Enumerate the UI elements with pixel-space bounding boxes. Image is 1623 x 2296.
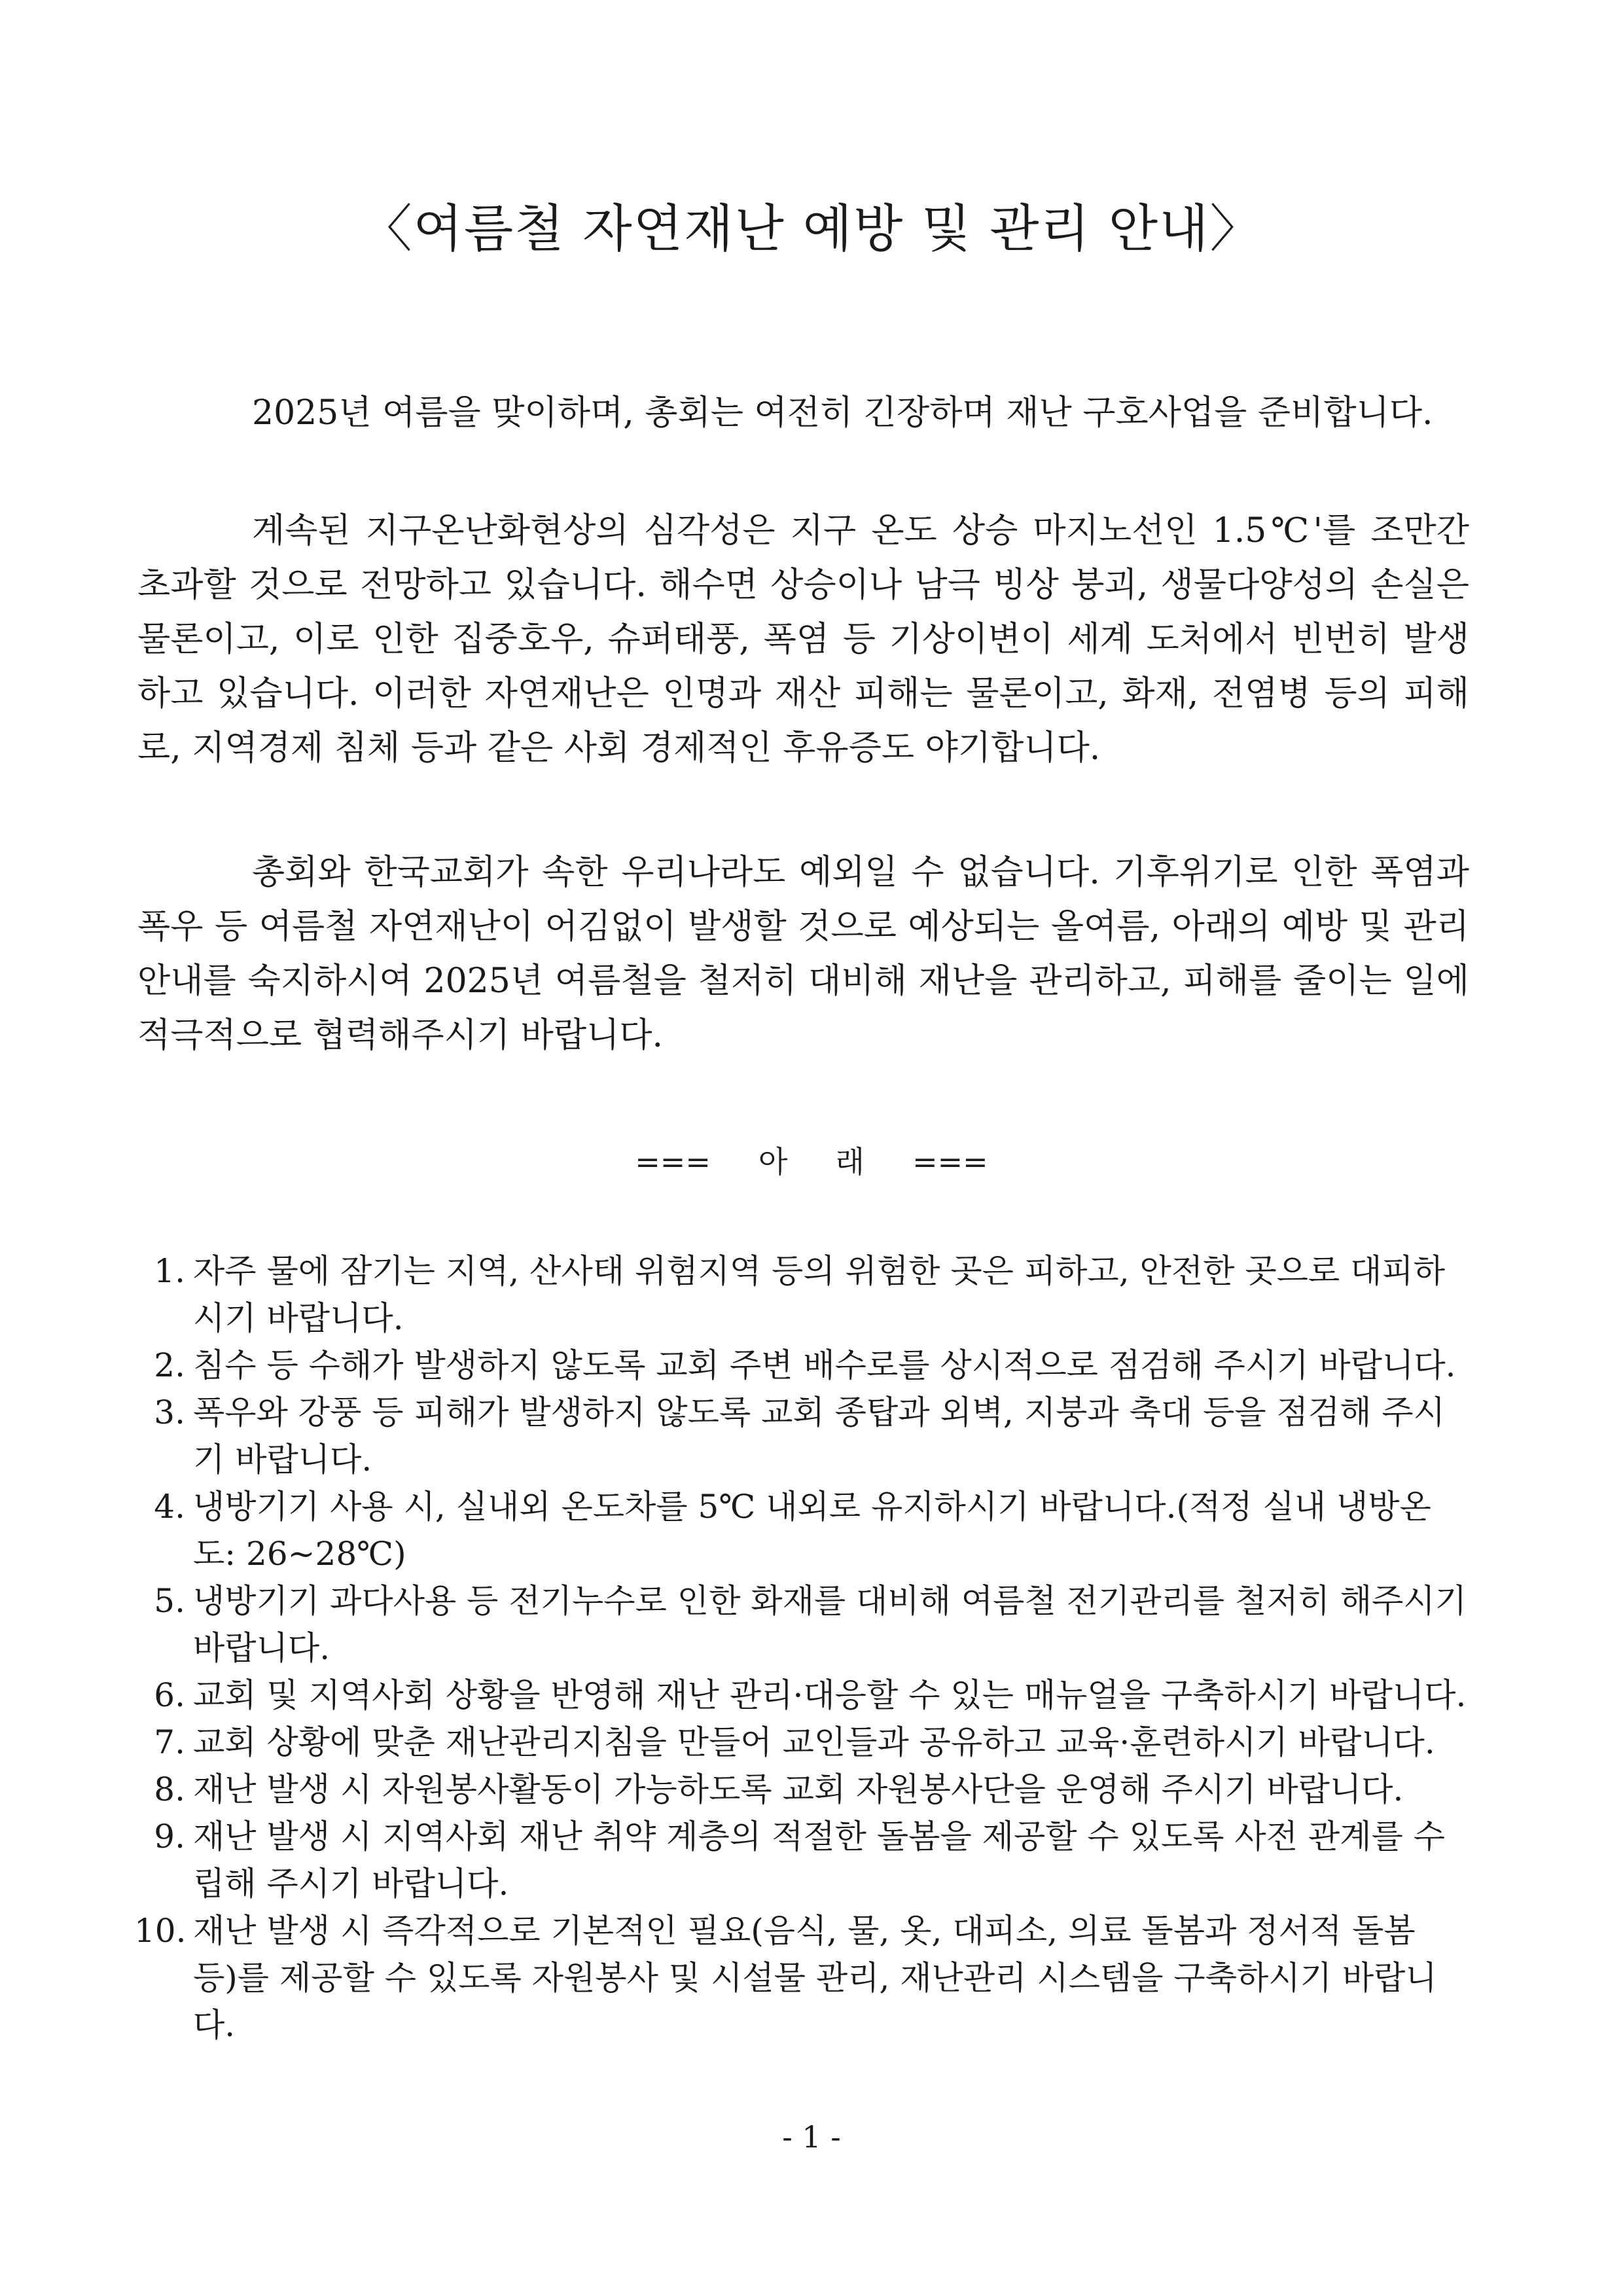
list-item-number: 1. [154, 1252, 185, 1290]
list-item-number: 4. [154, 1488, 185, 1526]
list-item-text: 냉방기기 과다사용 등 전기누수로 인한 화재를 대비해 여름철 전기관리를 철저히 해주시기 바랍니다. [193, 1582, 1467, 1667]
list-item-number: 10. [134, 1912, 187, 1950]
list-item-number: 3. [154, 1393, 185, 1431]
list-item-text: 자주 물에 잠기는 지역, 산사태 위험지역 등의 위험한 곳은 피하고, 안전한 곳으로 대피하시기 바랍니다. [193, 1252, 1446, 1337]
guideline-list [134, 1247, 1469, 2049]
list-item [134, 1766, 1469, 1813]
list-item-text: 교회 상황에 맞춘 재난관리지침을 만들어 교인들과 공유하고 교육·훈련하시기 바랍니다. [193, 1723, 1435, 1761]
climate-paragraph-text: 계속된 지구온난화현상의 심각성은 지구 온도 상승 마지노선인 1.5℃'를 조만간 초과할 것으로 전망하고 있습니다. 해수면 상승이나 남극 빙상 붕괴, 생물다양성의 손실은 물론이고, 이로 인한 집중호우, 슈퍼태풍, 폭염 등 기상이변이 세계 도처에서 빈번히 발생하고 있습니다. 이러한 자연재난은 인명과 재산 피해는 물론이고, 화재, 전염병 등의 피해로, 지역경제 침체 등과 같은 사회 경제적인 후유증도 야기합니다. [137, 511, 1469, 768]
list-item-number: 8. [154, 1770, 185, 1808]
list-item-text: 냉방기기 사용 시, 실내외 온도차를 5℃ 내외로 유지하시기 바랍니다.(적정 실내 냉방온도: 26~28℃) [193, 1488, 1431, 1573]
list-item [134, 1389, 1469, 1483]
request-paragraph-text: 총회와 한국교회가 속한 우리나라도 예외일 수 없습니다. 기후위기로 인한 폭염과 폭우 등 여름철 자연재난이 어김없이 발생할 것으로 예상되는 올여름, 아래의 예방 및 관리 안내를 숙지하시여 2025년 여름철을 철저히 대비해 재난을 관리하고, 피해를 줄이는 일에 적극적으로 협력해주시기 바랍니다. [137, 853, 1469, 1055]
intro-paragraph-text: 2025년 여름을 맞이하며, 총회는 여전히 긴장하며 재난 구호사업을 준비합니다. [252, 393, 1433, 433]
list-item-text: 교회 및 지역사회 상황을 반영해 재난 관리·대응할 수 있는 매뉴얼을 구축하시기 바랍니다. [193, 1676, 1467, 1714]
list-item [134, 1342, 1469, 1389]
request-paragraph [137, 846, 1469, 1063]
list-item [134, 1483, 1469, 1577]
list-item [134, 1247, 1469, 1342]
list-item [134, 1719, 1469, 1766]
list-item-number: 2. [154, 1346, 185, 1384]
list-item [134, 1672, 1469, 1719]
section-separator: === 아 래 === [635, 1144, 988, 1179]
list-item-text: 재난 발생 시 즉각적으로 기본적인 필요(음식, 물, 옷, 대피소, 의료 돌봄과 정서적 돌봄 등)를 제공할 수 있도록 자원봉사 및 시설물 관리, 재난관리 시스템을 구축하시기 바랍니다. [193, 1912, 1437, 2044]
list-item-number: 7. [154, 1723, 185, 1761]
list-item [134, 1907, 1469, 2049]
list-item [134, 1813, 1469, 1907]
list-item-text: 침수 등 수해가 발생하지 않도록 교회 주변 배수로를 상시적으로 점검해 주시기 바랍니다. [193, 1346, 1456, 1384]
list-item-number: 9. [154, 1818, 185, 1856]
list-item-number: 6. [154, 1676, 185, 1714]
list-item-number: 5. [154, 1582, 185, 1620]
climate-paragraph [137, 504, 1469, 776]
intro-paragraph [137, 386, 1469, 440]
page-number: - 1 - [782, 2119, 841, 2155]
document-title: 〈여름철 자연재난 예방 및 관리 안내〉 [361, 200, 1262, 259]
list-item-text: 폭우와 강풍 등 피해가 발생하지 않도록 교회 종탑과 외벽, 지붕과 축대 등을 점검해 주시기 바랍니다. [193, 1393, 1446, 1479]
list-item-text: 재난 발생 시 지역사회 재난 취약 계층의 적절한 돌봄을 제공할 수 있도록 사전 관계를 수립해 주시기 바랍니다. [193, 1818, 1446, 1903]
list-item-text: 재난 발생 시 자원봉사활동이 가능하도록 교회 자원봉사단을 운영해 주시기 바랍니다. [193, 1770, 1404, 1808]
list-item [134, 1577, 1469, 1672]
